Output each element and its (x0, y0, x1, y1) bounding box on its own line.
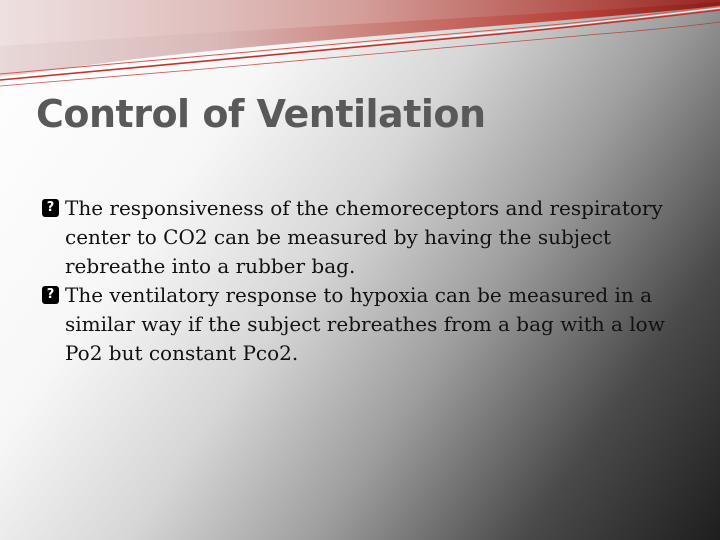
slide-title: Control of Ventilation (36, 92, 486, 136)
bullet-list (40, 194, 680, 368)
bullet-item-co2 (40, 194, 680, 281)
bullet-marker-icon: ? (42, 199, 59, 217)
bullet-text: The responsiveness of the chemoreceptors and respiratory center to CO2 can be measured by having the subject rebreathe into a rubber bag. (65, 196, 663, 278)
bullet-marker-icon: ? (42, 286, 59, 304)
bullet-item-hypoxia (40, 281, 680, 368)
decorative-header-band (0, 0, 720, 90)
bullet-text: The ventilatory response to hypoxia can be measured in a similar way if the subject rebreathes from a bag with a low Po2 but constant Pco2. (65, 283, 665, 365)
